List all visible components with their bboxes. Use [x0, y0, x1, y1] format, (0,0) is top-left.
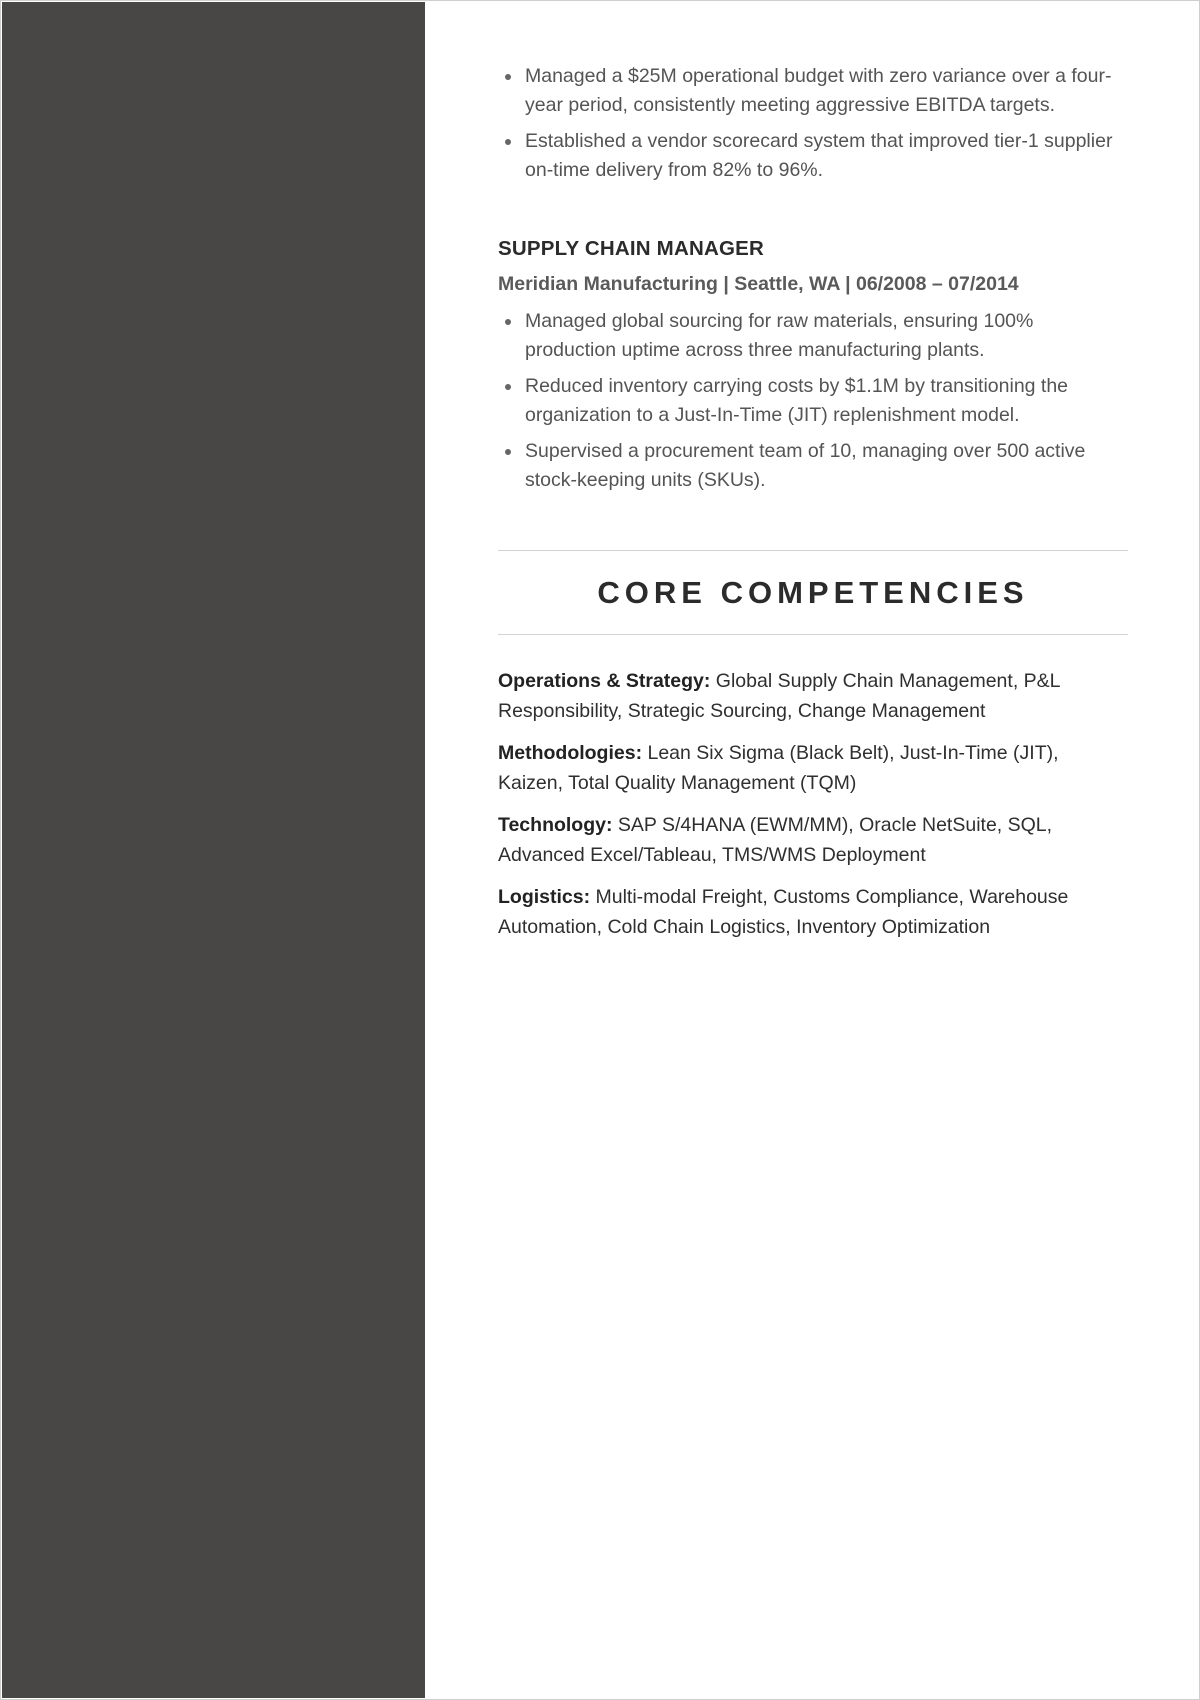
competency-text: Lean Six Sigma (Black Belt), Just-In-Time (JIT), Kaizen, Total Quality Management (TQM)	[498, 742, 1059, 794]
competency-label: Technology:	[498, 814, 613, 836]
bullet-item: Established a vendor scorecard system that improved tier-1 supplier on-time delivery from 82% to 96%.	[498, 127, 1128, 185]
previous-role-bullets	[498, 62, 1128, 185]
competency-item	[498, 738, 1128, 798]
resume-main-column	[498, 1, 1128, 954]
competency-label: Logistics:	[498, 886, 591, 908]
section-divider-bottom	[498, 634, 1128, 635]
supply-chain-role-bullets	[498, 307, 1128, 495]
competencies-list	[498, 666, 1128, 942]
competency-text: Multi-modal Freight, Customs Compliance, Warehouse Automation, Cold Chain Logistics, Inventory Optimization	[498, 886, 1069, 938]
section-heading-core-competencies: CORE COMPETENCIES	[597, 575, 1029, 610]
bullet-item: Managed a $25M operational budget with zero variance over a four-year period, consistently meeting aggressive EBITDA targets.	[498, 62, 1128, 120]
competency-text: SAP S/4HANA (EWM/MM), Oracle NetSuite, SQL, Advanced Excel/Tableau, TMS/WMS Deployment	[498, 814, 1053, 866]
competency-item	[498, 810, 1128, 870]
competency-item	[498, 666, 1128, 726]
job-title: SUPPLY CHAIN MANAGER	[498, 237, 764, 260]
bullet-item: Supervised a procurement team of 10, managing over 500 active stock-keeping units (SKUs).	[498, 437, 1128, 495]
competency-label: Methodologies:	[498, 742, 643, 764]
job-meta: Meridian Manufacturing | Seattle, WA | 06/2008 – 07/2014	[498, 273, 1019, 295]
competency-label: Operations & Strategy:	[498, 670, 711, 692]
resume-sidebar	[2, 2, 425, 1698]
competency-item	[498, 882, 1128, 942]
bullet-item: Managed global sourcing for raw materials, ensuring 100% production uptime across three manufacturing plants.	[498, 307, 1128, 365]
bullet-item: Reduced inventory carrying costs by $1.1M by transitioning the organization to a Just-In-Time (JIT) replenishment model.	[498, 372, 1128, 430]
competency-text: Global Supply Chain Management, P&L Responsibility, Strategic Sourcing, Change Management	[498, 670, 1060, 722]
